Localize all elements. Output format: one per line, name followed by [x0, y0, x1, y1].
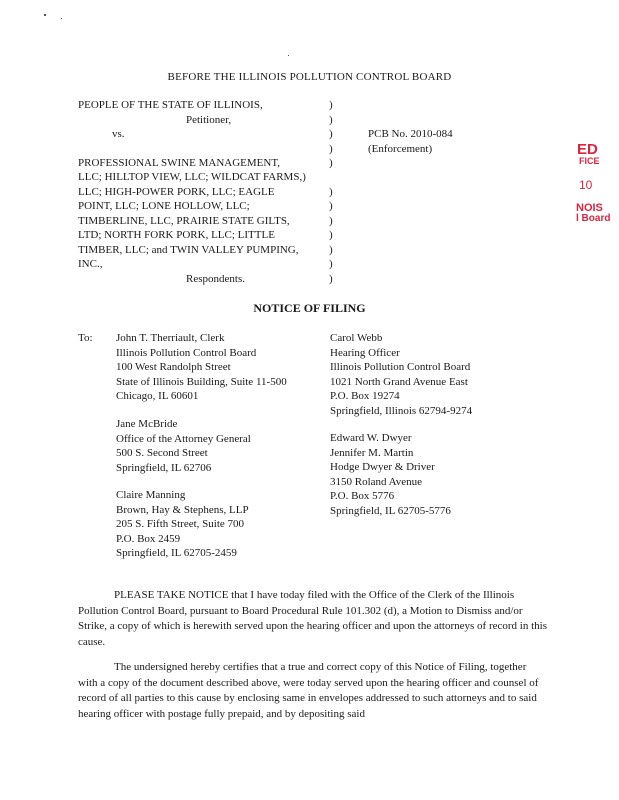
stamp-text: l Board [576, 213, 611, 224]
address-line: Hearing Officer [330, 346, 400, 359]
recipient-address-dwyer [330, 431, 451, 518]
caption-paren: ) [329, 215, 333, 227]
caption-paren: ) [329, 273, 333, 285]
address-line: Claire Manning [116, 489, 186, 501]
address-line: State of Illinois Building, Suite 11-500 [116, 375, 287, 388]
caption-paren: ) [329, 143, 333, 155]
caption-paren: ) [329, 244, 333, 256]
address-line: Springfield, Illinois 62794-9274 [330, 404, 473, 417]
certification-paragraph: The undersigned hereby certifies that a true and correct copy of this Notice of Filing, together with a copy of the document described above, were today served upon the hearing officer and counsel of record of all parties to this cause by enclosing same in envelopes addressed to such attorneys and to said hearing officer with postage fully prepaid, and by depositing said [78, 661, 539, 720]
address-line: John T. Therriault, Clerk [116, 332, 225, 344]
address-line: Chicago, IL 60601 [116, 390, 199, 402]
caption-line: Petitioner, [186, 114, 232, 126]
notice-paragraph: PLEASE TAKE NOTICE that I have today filed with the Office of the Clerk of the Illinois Pollution Control Board, pursuant to Board Procedural Rule 101.302 (d), a Motion to Dismiss and/or Strike, a copy of which is herewith served upon the hearing officer and upon the attorneys of record in this cause. [78, 589, 547, 648]
address-line: Illinois Pollution Control Board [330, 361, 471, 373]
recipient-address-hearing-officer [330, 331, 472, 418]
caption-line: LLC; HILLTOP VIEW, LLC; WILDCAT FARMS,) [78, 171, 306, 183]
address-line: P.O. Box 2459 [116, 532, 181, 545]
caption-line: PEOPLE OF THE STATE OF ILLINOIS, [78, 99, 263, 111]
caption-paren: ) [329, 200, 333, 212]
stamp-text: ED [577, 141, 598, 158]
caption-paren: ) [329, 258, 333, 270]
address-line: Springfield, IL 62706 [116, 461, 212, 474]
caption-paren: ) [329, 128, 333, 140]
to-label: To: [78, 332, 93, 344]
case-type: (Enforcement) [368, 143, 433, 155]
address-line: 3150 Roland Avenue [330, 475, 423, 488]
address-line: Jane McBride [116, 418, 178, 430]
address-line: Brown, Hay & Stephens, LLP [116, 503, 249, 516]
address-line: Hodge Dwyer & Driver [330, 461, 435, 473]
caption-line: POINT, LLC; LONE HOLLOW, LLC; [78, 200, 250, 212]
case-number: PCB No. 2010-084 [368, 128, 453, 140]
stamp-text: NOIS [576, 202, 603, 214]
recipient-address-manning [116, 488, 249, 561]
caption-paren: ) [329, 114, 333, 126]
caption-line: Respondents. [186, 273, 245, 285]
caption-line: PROFESSIONAL SWINE MANAGEMENT, [78, 157, 280, 169]
address-line: 1021 North Grand Avenue East [330, 375, 468, 388]
document-heading: BEFORE THE ILLINOIS POLLUTION CONTROL BOARD [167, 71, 452, 83]
recipient-address-clerk [116, 331, 287, 404]
address-line: Office of the Attorney General [116, 432, 251, 445]
address-line: P.O. Box 5776 [330, 490, 395, 502]
address-line: Edward W. Dwyer [330, 432, 412, 444]
caption-paren: ) [329, 229, 333, 241]
address-line: Carol Webb [330, 332, 383, 344]
stamp-text: 10 [579, 178, 593, 192]
caption-paren: ) [329, 157, 333, 169]
address-line: 100 West Randolph Street [116, 361, 231, 373]
caption-paren: ) [329, 186, 333, 198]
caption-line: INC., [78, 258, 103, 270]
caption-line: TIMBER, LLC; and TWIN VALLEY PUMPING, [78, 244, 299, 256]
recipient-address-attorney-general [116, 417, 251, 475]
address-line: Springfield, IL 62705-2459 [116, 547, 237, 559]
caption-line: vs. [112, 128, 125, 140]
stamp-text: FICE [579, 156, 600, 166]
scan-speck [288, 55, 289, 56]
caption-line: LLC; HIGH-POWER PORK, LLC; EAGLE [78, 186, 275, 198]
address-line: Jennifer M. Martin [330, 446, 414, 459]
caption-line: LTD; NORTH FORK PORK, LLC; LITTLE [78, 229, 275, 241]
address-line: 500 S. Second Street [116, 447, 208, 459]
address-line: 205 S. Fifth Street, Suite 700 [116, 518, 245, 530]
scan-speck [61, 18, 62, 19]
address-line: Illinois Pollution Control Board [116, 346, 257, 359]
address-line: P.O. Box 19274 [330, 390, 400, 402]
notice-title: NOTICE OF FILING [253, 301, 366, 315]
caption-paren: ) [329, 99, 333, 111]
address-line: Springfield, IL 62705-5776 [330, 504, 451, 517]
scan-speck [44, 14, 46, 16]
caption-line: TIMBERLINE, LLC, PRAIRIE STATE GILTS, [78, 215, 290, 227]
